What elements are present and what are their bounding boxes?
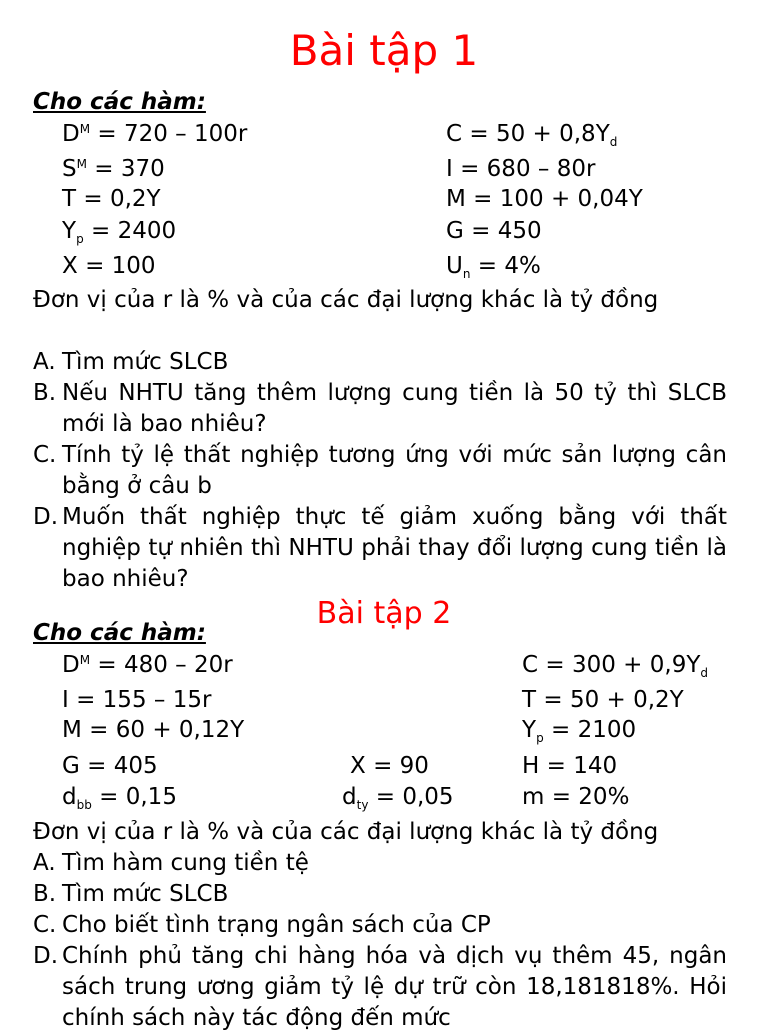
formula-exports: X = 100 [62,253,156,279]
formula-tax: T = 50 + 0,2Y [522,687,684,713]
exercise-1-question-a: A. Tìm mức SLCB [33,349,229,375]
exercise-2-question-d: D. Chính phủ tăng chi hàng hóa và dịch vụ thêm 45, ngân sách trung ương giảm tỷ lệ dự trữ còn 18,181818%. Hỏi chính sách này tác động đến mức [33,943,727,1031]
formula-imports: M = 60 + 0,12Y [62,717,245,743]
formula-investment: I = 155 – 15r [62,687,212,713]
exercise-2-question-b: B. Tìm mức SLCB [33,881,229,907]
formula-imports: M = 100 + 0,04Y [446,186,643,212]
exercise-1-title: Bài tập 1 [289,26,479,75]
formula-potential-output: $Y_p = 2100$ [522,717,637,745]
formula-excess-reserve: $d_{ty} = 0,05$ [342,784,454,812]
exercise-1-unit-note: Đơn vị của r là % và của các đại lượng khác là tỷ đồng [33,287,659,313]
exercise-1-question-d: D. Muốn thất nghiệp thực tế giảm xuống bằng với thất nghiệp tự nhiên thì NHTU phải thay đổi lượng cung tiền là bao nhiêu? [33,504,727,592]
exercise-1-heading: Cho các hàm: [33,89,206,115]
formula-required-reserve: $d_{bb} = 0,15$ [62,784,177,812]
formula-monetary-base: H = 140 [522,753,618,779]
formula-money-demand: $D^M = 720 - 100r$ [62,121,248,147]
exercise-2-unit-note: Đơn vị của r là % và của các đại lượng khác là tỷ đồng [33,819,659,845]
exercise-1-question-b: B. Nếu NHTU tăng thêm lượng cung tiền là 50 tỷ thì SLCB mới là bao nhiêu? [33,380,727,437]
formula-currency-ratio: m = 20% [522,784,630,810]
exercise-2-heading: Cho các hàm: [33,620,206,646]
formula-consumption: $C = 50 + 0,8Y_d$ [446,121,618,149]
exercise-1-question-c: C. Tính tỷ lệ thất nghiệp tương ứng với mức sản lượng cân bằng ở câu b [33,442,727,499]
exercise-2-title: Bài tập 2 [316,596,452,631]
formula-government: G = 450 [446,218,542,244]
formula-money-supply: $S^M = 370$ [62,156,165,182]
formula-tax: T = 0,2Y [62,186,161,212]
exercise-2-question-a: A. Tìm hàm cung tiền tệ [33,850,309,876]
formula-exports: X = 90 [350,753,429,779]
formula-potential-output: $Y_p = 2400$ [62,218,177,246]
formula-government: G = 405 [62,753,158,779]
exercise-2-question-c: C. Cho biết tình trạng ngân sách của CP [33,912,491,938]
formula-natural-unemployment: $U_n = 4\%$ [446,253,541,281]
exercise-2 [0,590,768,1031]
formula-investment: I = 680 – 80r [446,156,596,182]
formula-consumption: $C = 300 + 0,9Y_d$ [522,652,708,680]
formula-money-demand: $D^M = 480 - 20r$ [62,652,233,678]
